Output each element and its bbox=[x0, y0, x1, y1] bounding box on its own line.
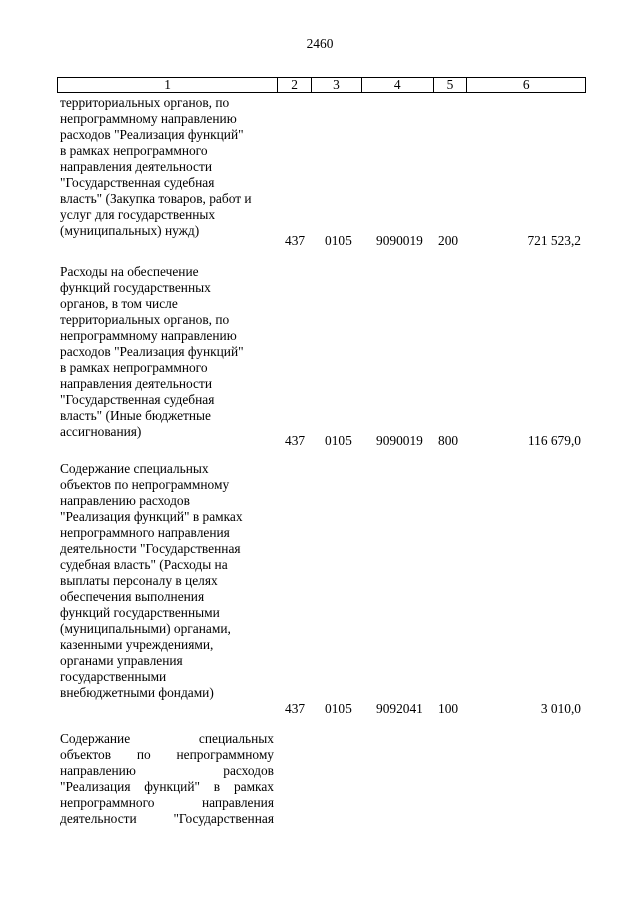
row-description: Содержание специальных объектов по непрограммному направлению расходов "Реализация функций" в рамках непрограммного направления деятельности "Государственная судебная власть" (Расходы на выплаты персоналу в целях обеспечения выполнения функций государственными (муниципальными) органами, казенными учреждениями, органами управления государственными внебюджетными фондами) bbox=[60, 461, 243, 700]
column-header-5: 5 bbox=[434, 78, 468, 92]
table-header bbox=[57, 77, 586, 93]
row-amount: 116 679,0 bbox=[527, 433, 581, 448]
row-description: территориальных органов, по непрограммному направлению расходов "Реализация функций" в рамках непрограммного направления деятельности "Государственная судебная власть" (Закупка товаров, работ и услуг для государственных (муниципальных) нужд) bbox=[60, 95, 252, 238]
row-description: Расходы на обеспечение функций государственных органов, в том числе территориальных органов, по непрограммному направлению расходов "Реализация функций" в рамках непрограммного направления деятельности "Государственная судебная власть" (Иные бюджетные ассигнования) bbox=[60, 264, 244, 439]
row-amount: 721 523,2 bbox=[527, 233, 581, 248]
row-amount: 3 010,0 bbox=[540, 701, 581, 716]
row-section: 0105 bbox=[325, 233, 352, 248]
row-article: 9090019 bbox=[376, 233, 423, 248]
row-section: 0105 bbox=[325, 433, 352, 448]
column-header-2: 2 bbox=[278, 78, 312, 92]
row-article: 9090019 bbox=[376, 433, 423, 448]
row-article: 9092041 bbox=[376, 701, 423, 716]
row-type: 100 bbox=[438, 701, 459, 716]
column-header-1: 1 bbox=[58, 78, 278, 92]
row-section: 0105 bbox=[325, 701, 352, 716]
row-description: Содержание специальных объектов по непрограммному направлению расходов "Реализация функций" в рамках непрограммного направления деятельности "Государственная bbox=[60, 731, 274, 826]
row-code: 437 bbox=[285, 701, 306, 716]
column-header-6: 6 bbox=[522, 77, 530, 92]
row-code: 437 bbox=[285, 233, 306, 248]
page-number: 2460 bbox=[306, 36, 334, 51]
column-header-4: 4 bbox=[362, 78, 434, 92]
row-type: 200 bbox=[438, 233, 459, 248]
row-type: 800 bbox=[438, 433, 459, 448]
column-header-3: 3 bbox=[312, 78, 362, 92]
row-code: 437 bbox=[285, 433, 306, 448]
